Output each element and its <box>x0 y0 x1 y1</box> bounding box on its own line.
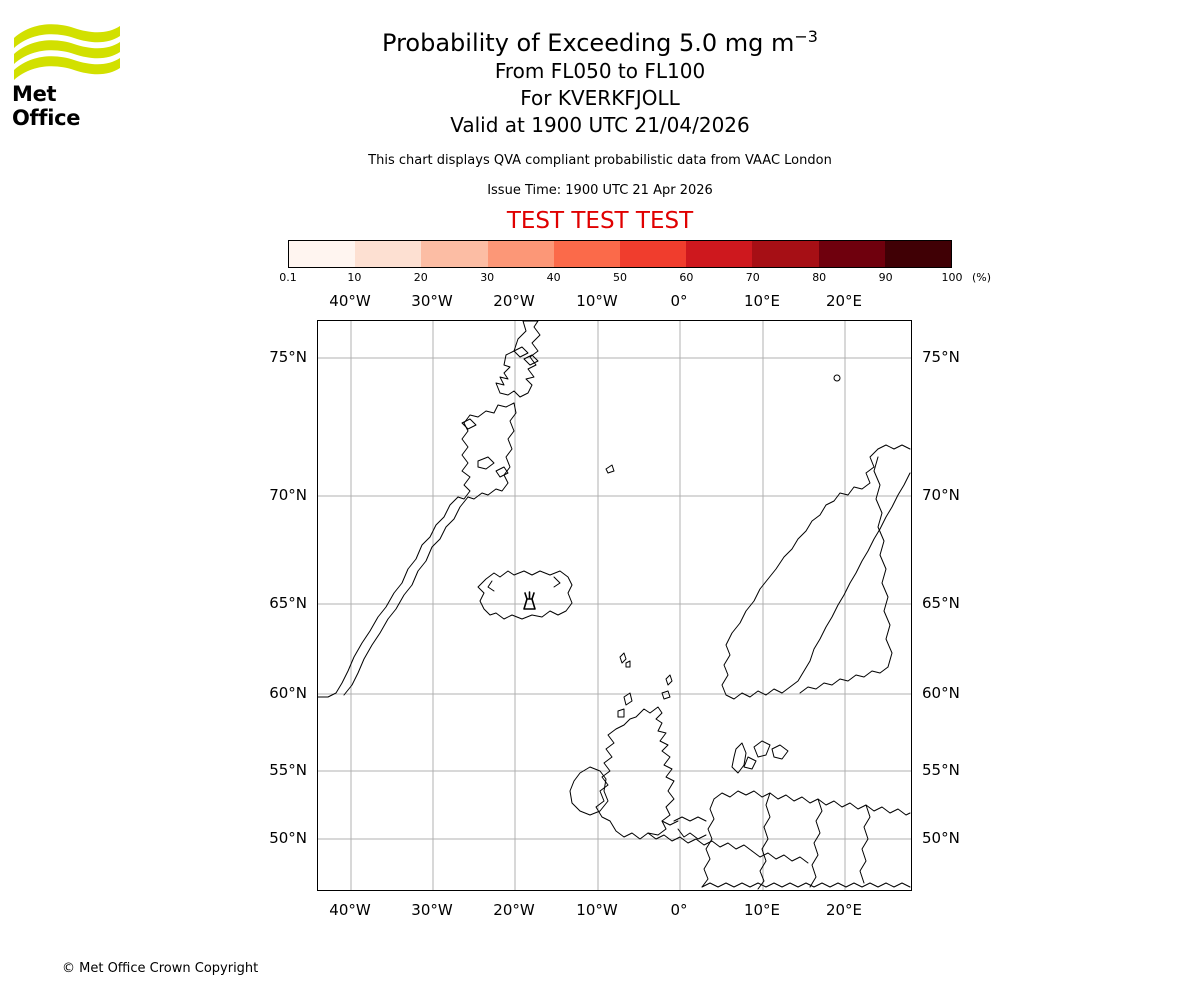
colorbar-swatch-8 <box>819 241 885 267</box>
lat-label-right-75°N: 75°N <box>922 348 960 366</box>
flight-level-subtitle: From FL050 to FL100 <box>494 59 706 83</box>
valid-time-subtitle: Valid at 1900 UTC 21/04/2026 <box>450 113 750 137</box>
lon-label-bottom-20°W: 20°W <box>493 901 535 919</box>
colorbar-swatch-7 <box>752 241 818 267</box>
colorbar-swatch-1 <box>355 241 421 267</box>
colorbar-tick-100: 100 <box>941 271 963 284</box>
lat-label-left-60°N: 60°N <box>269 684 307 702</box>
colorbar-tick-50: 50 <box>613 271 627 284</box>
map-gridlines <box>318 321 911 890</box>
colorbar-swatch-2 <box>421 241 487 267</box>
probability-colorbar <box>279 240 963 284</box>
issue-time-text: Issue Time: 1900 UTC 21 Apr 2026 <box>487 183 713 198</box>
lat-label-right-70°N: 70°N <box>922 486 960 504</box>
colorbar-tick-0.1: 0.1 <box>279 271 297 284</box>
lat-label-left-70°N: 70°N <box>269 486 307 504</box>
met-office-wordmark: Met Office <box>12 82 81 130</box>
colorbar-swatch-4 <box>554 241 620 267</box>
colorbar-tick-10: 10 <box>347 271 362 284</box>
page-title <box>0 22 1200 58</box>
lon-label-bottom-40°W: 40°W <box>329 901 371 919</box>
colorbar-swatch-3 <box>488 241 554 267</box>
main-title-text: Probability of Exceeding 5.0 mg m <box>382 29 795 57</box>
colorbar-swatch-9 <box>885 241 951 267</box>
disclaimer-text: This chart displays QVA compliant probabilistic data from VAAC London <box>368 153 832 168</box>
lat-label-right-60°N: 60°N <box>922 684 960 702</box>
colorbar-swatches <box>288 240 952 268</box>
colorbar-tick-30: 30 <box>480 271 495 284</box>
test-banner: TEST TEST TEST <box>506 208 694 234</box>
map-plot-area[interactable] <box>317 320 912 891</box>
lon-label-bottom-10°E: 10°E <box>743 901 781 919</box>
lat-label-right-50°N: 50°N <box>922 829 960 847</box>
map-canvas <box>318 321 911 890</box>
copyright-text: © Met Office Crown Copyright <box>62 961 259 976</box>
colorbar-tick-40: 40 <box>546 271 561 284</box>
lon-label-top-20°W: 20°W <box>493 292 535 310</box>
colorbar-tick-60: 60 <box>679 271 694 284</box>
colorbar-tick-20: 20 <box>413 271 428 284</box>
main-title-exponent: −3 <box>794 27 818 46</box>
volcano-subtitle: For KVERKFJOLL <box>520 86 680 110</box>
colorbar-swatch-6 <box>686 241 752 267</box>
colorbar-tick-80: 80 <box>812 271 827 284</box>
lat-label-left-65°N: 65°N <box>269 594 307 612</box>
lon-label-bottom-0°: 0° <box>670 901 688 919</box>
lon-label-top-10°E: 10°E <box>743 292 781 310</box>
colorbar-tick-70: 70 <box>745 271 760 284</box>
colorbar-swatch-0 <box>289 241 355 267</box>
lon-label-bottom-10°W: 10°W <box>576 901 618 919</box>
lat-label-left-75°N: 75°N <box>269 348 307 366</box>
lon-label-top-30°W: 30°W <box>411 292 453 310</box>
lat-label-left-55°N: 55°N <box>269 761 307 779</box>
colorbar-units-label: (%) <box>972 271 992 284</box>
lat-label-right-65°N: 65°N <box>922 594 960 612</box>
lat-label-right-55°N: 55°N <box>922 761 960 779</box>
lon-label-top-10°W: 10°W <box>576 292 618 310</box>
lon-label-bottom-30°W: 30°W <box>411 901 453 919</box>
colorbar-swatch-5 <box>620 241 686 267</box>
lon-label-top-40°W: 40°W <box>329 292 371 310</box>
coastline-paths <box>318 321 910 889</box>
lon-label-top-0°: 0° <box>670 292 688 310</box>
lon-label-top-20°E: 20°E <box>825 292 863 310</box>
chart-title-block <box>0 22 1200 234</box>
volcano-marker <box>524 592 535 609</box>
colorbar-tick-90: 90 <box>878 271 893 284</box>
lat-label-left-50°N: 50°N <box>269 829 307 847</box>
lon-label-bottom-20°E: 20°E <box>825 901 863 919</box>
